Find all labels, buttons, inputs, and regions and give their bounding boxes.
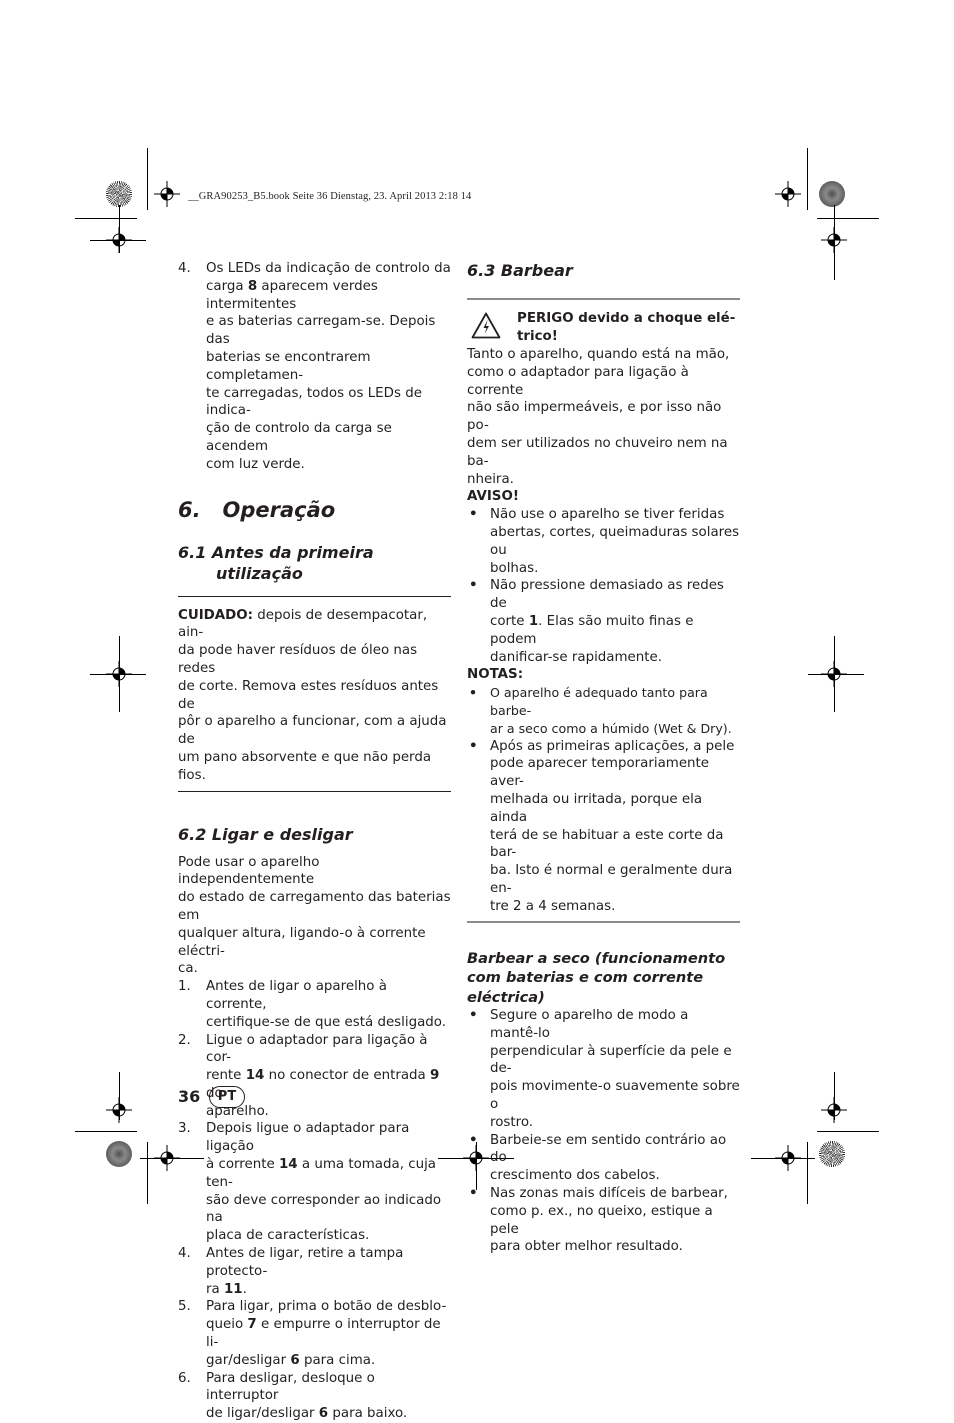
crop-mark xyxy=(834,1072,835,1120)
crosshair-icon xyxy=(775,181,801,207)
crop-mark xyxy=(90,674,146,675)
registration-disc xyxy=(106,181,132,207)
list-item: • Após as primeiras aplicações, a pele pode aparecer temporariamente aver- melhada ou irritada, porque ela ainda terá de se habituar a este corte da bar- ba. Isto é normal e geralmente dura en- tre 2 a 4 semanas. xyxy=(469,738,735,914)
print-header: __GRA90253_B5.book Seite 36 Dienstag, 23. April 2013 2:18 14 xyxy=(188,191,472,202)
crop-mark xyxy=(90,240,146,241)
crop-mark xyxy=(834,205,835,280)
crop-mark xyxy=(147,148,148,210)
intro-paragraph: Pode usar o aparelho independentemente do estado de carregamento das baterias em qualquer altura, ligando-o à corrente eléctri- ca. xyxy=(178,854,451,977)
crop-mark xyxy=(119,1072,120,1120)
crop-mark xyxy=(75,1131,137,1132)
crop-mark xyxy=(119,205,120,253)
list-item: • Barbeie-se em sentido contrário ao do crescimento dos cabelos. xyxy=(469,1132,727,1184)
aviso-list xyxy=(467,506,740,666)
crop-mark xyxy=(751,1158,815,1159)
crop-mark xyxy=(808,674,864,675)
list-item: 4. Antes de ligar, retire a tampa protecto- ra 11. xyxy=(178,1246,404,1297)
divider xyxy=(178,791,451,792)
list-item: • Nas zonas mais difíceis de barbear, como p. ex., no queixo, estique a pele para obter melhor resultado. xyxy=(469,1185,728,1255)
notas-label: NOTAS: xyxy=(467,667,524,683)
registration-disc xyxy=(819,1141,845,1167)
crop-mark xyxy=(817,218,879,219)
subsection-title-6-3: 6.3 Barbear xyxy=(467,261,573,280)
crop-mark xyxy=(807,148,808,210)
on-off-steps xyxy=(178,978,451,1423)
section-title: 6. Operação xyxy=(178,497,336,522)
registration-disc xyxy=(106,1141,132,1167)
electric-shock-warning-icon xyxy=(471,312,501,339)
subsection-title-6-2: 6.2 Ligar e desligar xyxy=(178,824,353,844)
divider xyxy=(467,298,740,300)
language-badge: PT xyxy=(209,1086,245,1108)
crop-mark xyxy=(817,1131,879,1132)
crop-mark xyxy=(807,1142,808,1204)
divider xyxy=(467,921,740,923)
list-item: • Não pressione demasiado as redes de corte 1. Elas são muito finas e podem danificar-se rapidamente. xyxy=(469,578,724,665)
right-column xyxy=(467,260,740,1256)
divider xyxy=(178,596,451,597)
list-item: • Segure o aparelho de modo a mantê-lo perpendicular à superfície da pele e de- pois movimente-o suavemente sobre o rostro. xyxy=(469,1008,740,1130)
list-item: 3. Depois ligue o adaptador para ligação à corrente 14 a uma tomada, cuja ten- são deve corresponder ao indicado na placa de características. xyxy=(178,1121,442,1244)
dry-shave-list xyxy=(467,1007,740,1256)
charging-steps-continued xyxy=(178,260,451,474)
list-item: 4. Os LEDs da indicação de controlo da carga 8 aparecem verdes intermitentes e as baterias carregam-se. Depois das baterias se encontrarem completamen- te carregadas, todos os LEDs de indica- ção de controlo da carga se acendem com luz verde. xyxy=(178,261,451,472)
notas-list xyxy=(467,684,740,915)
list-item: • Não use o aparelho se tiver feridas abertas, cortes, queimaduras solares ou bolhas. xyxy=(469,507,740,576)
aviso-label: AVISO! xyxy=(467,489,519,505)
registration-disc xyxy=(819,181,845,207)
danger-warning: PERIGO devido a choque elé- trico! xyxy=(467,310,740,346)
page-number: 36 xyxy=(178,1087,201,1106)
dry-shave-heading: Barbear a seco (funcionamento com baterias e com corrente eléctrica) xyxy=(467,949,726,1006)
list-item: 5. Para ligar, prima o botão de desblo- queio 7 e empurre o interruptor de li- gar/desligar 6 para cima. xyxy=(178,1299,447,1368)
crop-mark xyxy=(75,218,137,219)
left-column xyxy=(178,260,451,1423)
list-item: 6. Para desligar, desloque o interruptor de ligar/desligar 6 para baixo. xyxy=(178,1370,408,1422)
caution-note: CUIDADO: depois de desempacotar, ain- da pode haver resíduos de óleo nas redes de corte. Remova estes resíduos antes de pôr o aparelho a funcionar, com a ajuda de um pano absorvente e que não perda fios. xyxy=(178,607,447,783)
list-item: 2. Ligue o adaptador para ligação à cor- rente 14 no conector de entrada 9 do aparelho. xyxy=(178,1032,440,1119)
danger-paragraph: Tanto o aparelho, quando está na mão, como o adaptador para ligação à corrente não são impermeáveis, e por isso não po- dem ser utilizados no chuveiro nem na ba- nheira. xyxy=(467,347,730,487)
crosshair-icon xyxy=(154,181,180,207)
subsection-title-6-1: 6.1 Antes da primeira utilização xyxy=(178,542,374,583)
list-item: • O aparelho é adequado tanto para barbe- ar a seco como a húmido (Wet & Dry). xyxy=(469,685,732,736)
list-item: 1. Antes de ligar o aparelho à corrente, certifique-se de que está desligado. xyxy=(178,979,447,1030)
crop-mark xyxy=(147,1142,148,1204)
